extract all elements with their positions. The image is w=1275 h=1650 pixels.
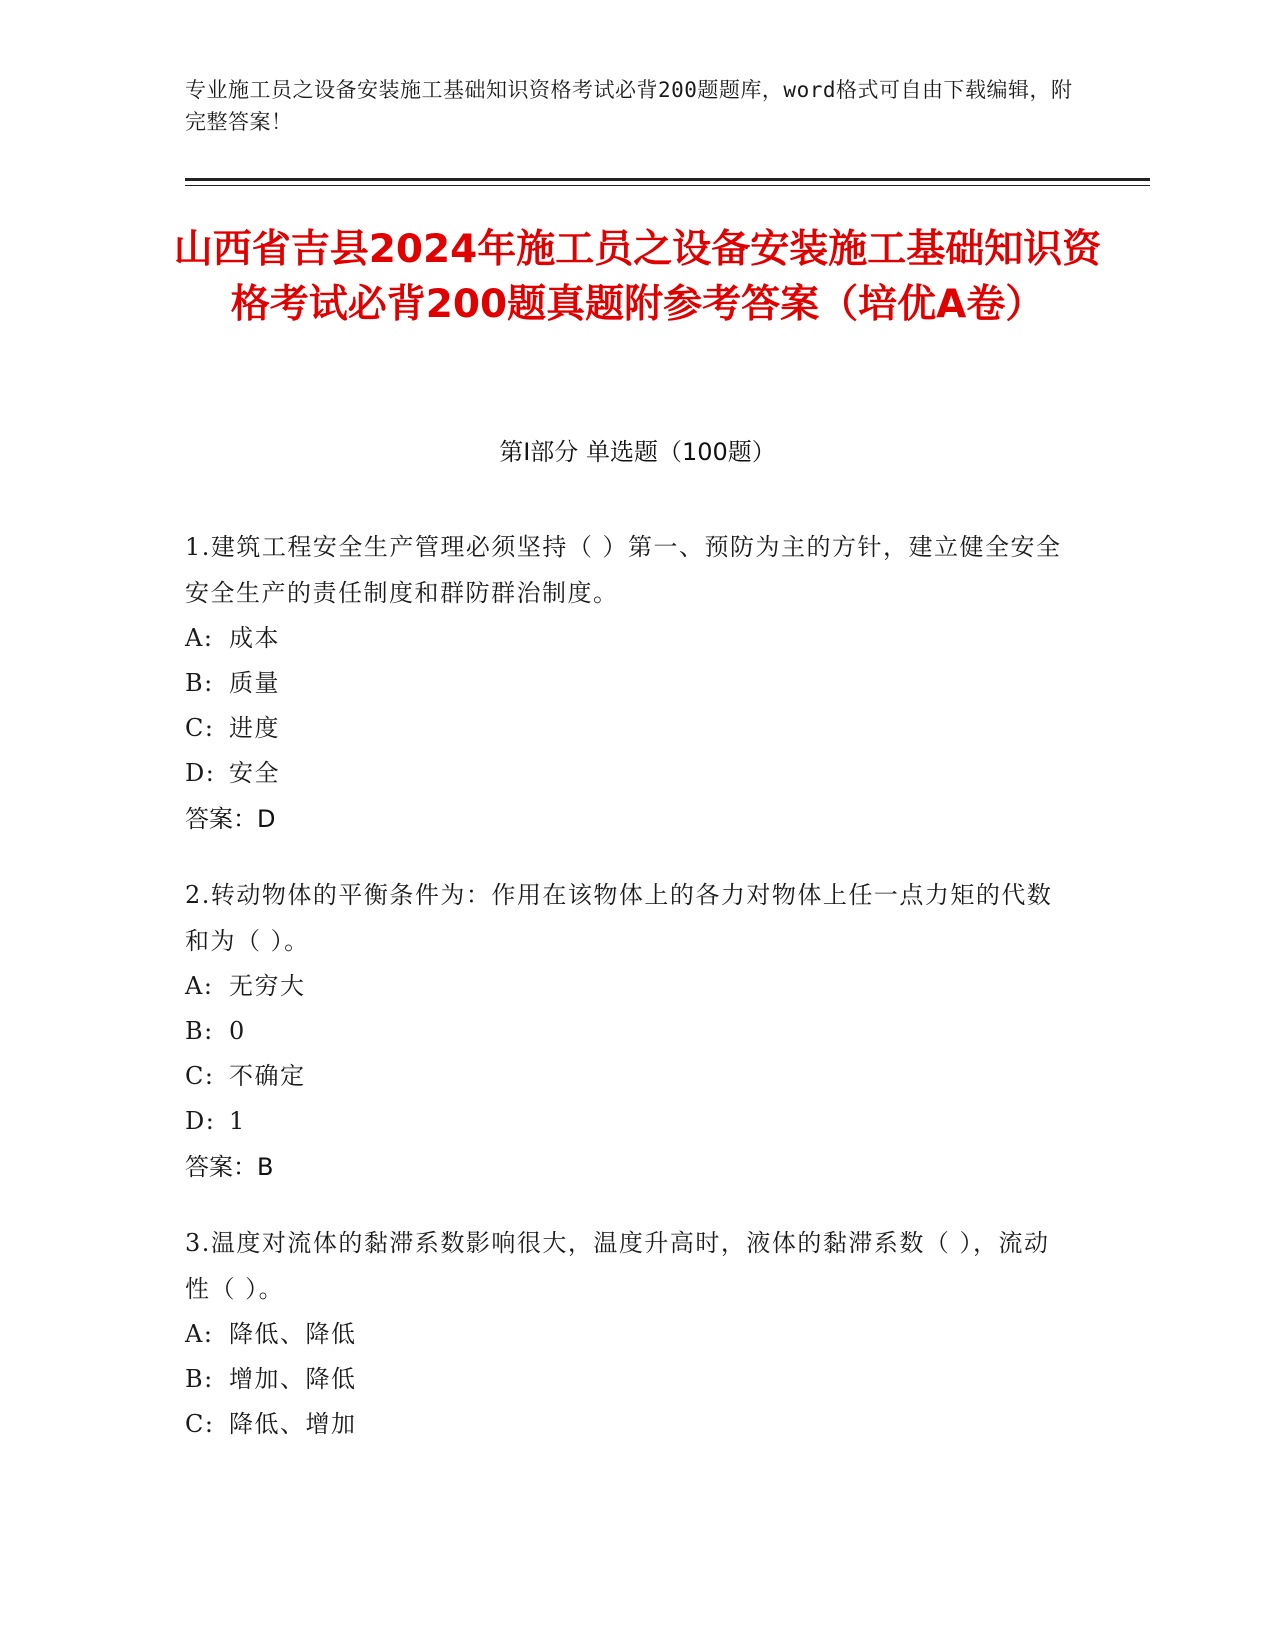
option-text: 降低、增加 [229, 1410, 357, 1438]
option-key: A: [185, 624, 214, 652]
question-2 [185, 872, 1075, 1190]
option-key: B: [185, 1365, 214, 1393]
option-b [185, 1357, 1075, 1402]
question-3 [185, 1220, 1075, 1447]
option-key: C: [185, 1410, 215, 1438]
answer-label: 答案：D [185, 805, 276, 833]
option-key: A: [185, 972, 214, 1000]
option-key: C: [185, 1062, 215, 1090]
option-a [185, 1312, 1075, 1357]
option-d [185, 1099, 1075, 1144]
option-key: A: [185, 1320, 214, 1348]
option-text: 不确定 [229, 1062, 306, 1090]
option-text: 成本 [229, 624, 280, 652]
option-text: 增加、降低 [229, 1365, 357, 1393]
option-a [185, 616, 1075, 661]
option-text: 0 [229, 1017, 246, 1045]
option-text: 质量 [229, 669, 280, 697]
option-text: 降低、降低 [229, 1320, 357, 1348]
option-key: B: [185, 1017, 214, 1045]
option-key: B: [185, 669, 214, 697]
header-divider-thick [185, 178, 1150, 181]
option-text: 进度 [229, 714, 280, 742]
option-key: C: [185, 714, 215, 742]
option-c [185, 706, 1075, 751]
option-text: 安全 [229, 759, 280, 787]
option-key: D: [185, 1107, 216, 1135]
option-b [185, 1009, 1075, 1054]
option-d [185, 751, 1075, 796]
answer-label: 答案：B [185, 1153, 274, 1181]
document-title: 山西省吉县2024年施工员之设备安装施工基础知识资格考试必背200题真题附参考答案（培优A卷） [173, 227, 1102, 327]
option-a [185, 964, 1075, 1009]
header-divider-thin [185, 185, 1150, 186]
question-stem: 1.建筑工程安全生产管理必须坚持（ ）第一、预防为主的方针，建立健全安全安全生产的责任制度和群防群治制度。 [185, 533, 1062, 607]
option-key: D: [185, 759, 216, 787]
question-1 [185, 524, 1075, 842]
option-b [185, 661, 1075, 706]
question-stem: 2.转动物体的平衡条件为：作用在该物体上的各力对物体上任一点力矩的代数和为（ ）。 [185, 881, 1053, 955]
option-text: 1 [229, 1107, 246, 1135]
option-text: 无穷大 [229, 972, 306, 1000]
question-stem: 3.温度对流体的黏滞系数影响很大，温度升高时，液体的黏滞系数（ ），流动性（ ）。 [185, 1229, 1050, 1303]
option-c [185, 1054, 1075, 1099]
section-title: 第I部分 单选题（100题） [499, 438, 776, 466]
header-note: 专业施工员之设备安装施工基础知识资格考试必背200题题库，word格式可自由下载编辑，附完整答案！ [185, 78, 1073, 134]
option-c [185, 1402, 1075, 1447]
